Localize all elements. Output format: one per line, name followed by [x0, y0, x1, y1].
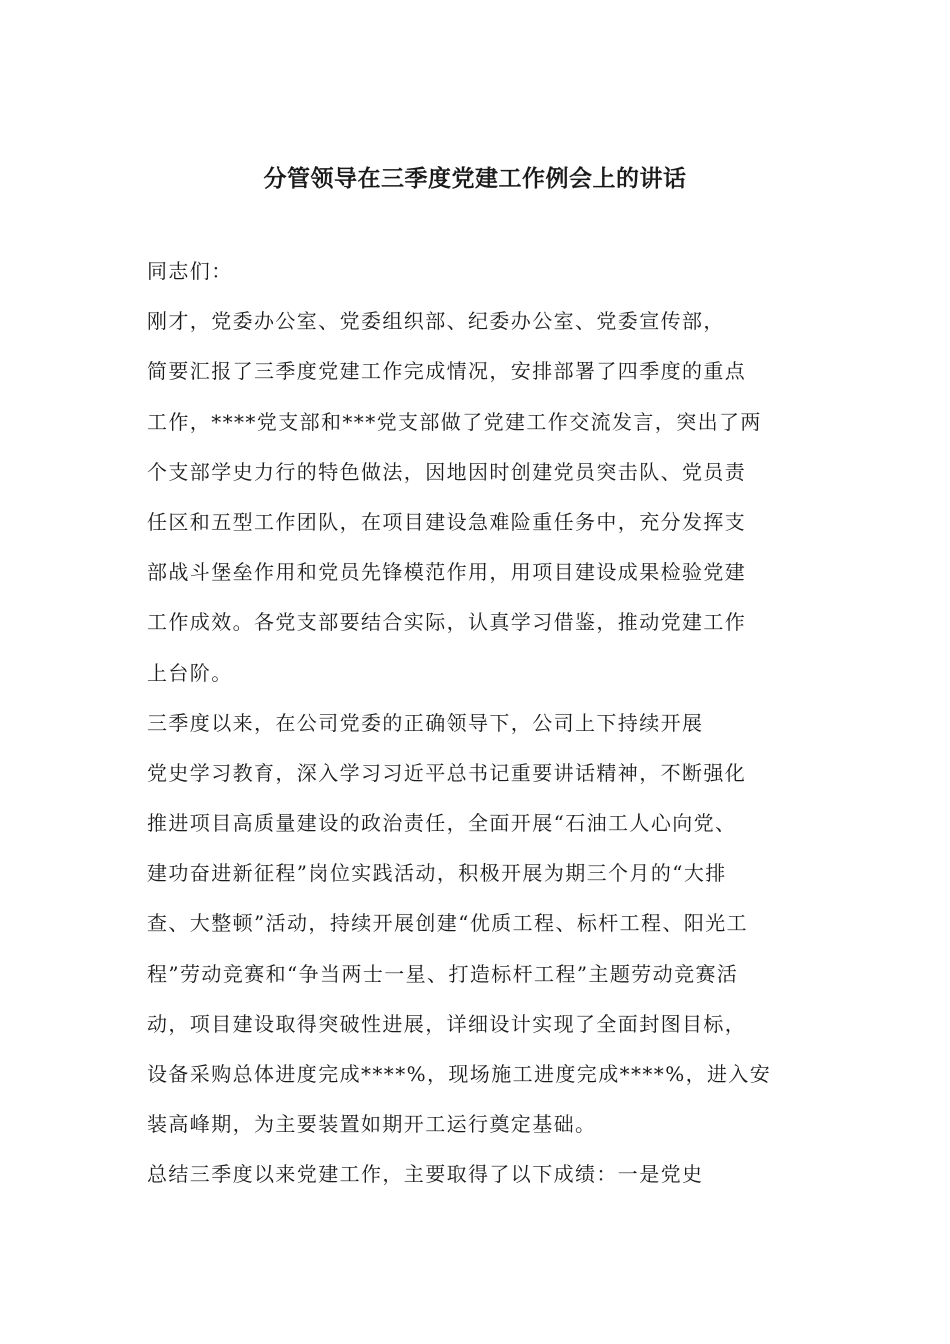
text-line: 同志们：: [147, 259, 233, 283]
text-line: 任区和五型工作团队，在项目建设急难险重任务中，充分发挥支: [147, 509, 747, 534]
text-line: 三季度以来，在公司党委的正确领导下，公司上下持续开展: [147, 710, 704, 735]
text-line: 上台阶。: [147, 660, 233, 685]
text-line: 推进项目高质量建设的政治责任，全面开展“石油工人心向党、: [147, 811, 737, 836]
text-line: 工作成效。各党支部要结合实际，认真学习借鉴，推动党建工作: [147, 610, 747, 635]
text-line: 查、大整顿”活动，持续开展创建“优质工程、标杆工程、阳光工: [147, 911, 749, 936]
text-line: 建功奋进新征程”岗位实践活动，积极开展为期三个月的“大排: [147, 861, 727, 886]
text-line: 党史学习教育，深入学习习近平总书记重要讲话精神，不断强化: [147, 760, 747, 785]
text-line: 总结三季度以来党建工作，主要取得了以下成绩：一是党史: [147, 1162, 704, 1187]
text-line: 部战斗堡垒作用和党员先锋模范作用，用项目建设成果检验党建: [147, 560, 747, 585]
text-line: 装高峰期，为主要装置如期开工运行奠定基础。: [147, 1112, 597, 1137]
document-body: [147, 257, 807, 1211]
text-line: 工作，****党支部和***党支部做了党建工作交流发言，突出了两: [147, 409, 762, 434]
text-line: 动，项目建设取得突破性进展，详细设计实现了全面封图目标，: [147, 1011, 747, 1036]
text-line: 设备采购总体进度完成****%，现场施工进度完成****%，进入安: [147, 1062, 772, 1086]
text-line: 简要汇报了三季度党建工作完成情况，安排部署了四季度的重点: [147, 359, 747, 384]
text-line: 程”劳动竞赛和“争当两士一星、打造标杆工程”主题劳动竞赛活: [147, 961, 739, 986]
text-line: 个支部学史力行的特色做法，因地因时创建党员突击队、党员责: [147, 459, 747, 484]
text-line: 刚才，党委办公室、党委组织部、纪委办公室、党委宣传部，: [147, 309, 725, 334]
document-title: 分管领导在三季度党建工作例会上的讲话: [263, 165, 687, 192]
